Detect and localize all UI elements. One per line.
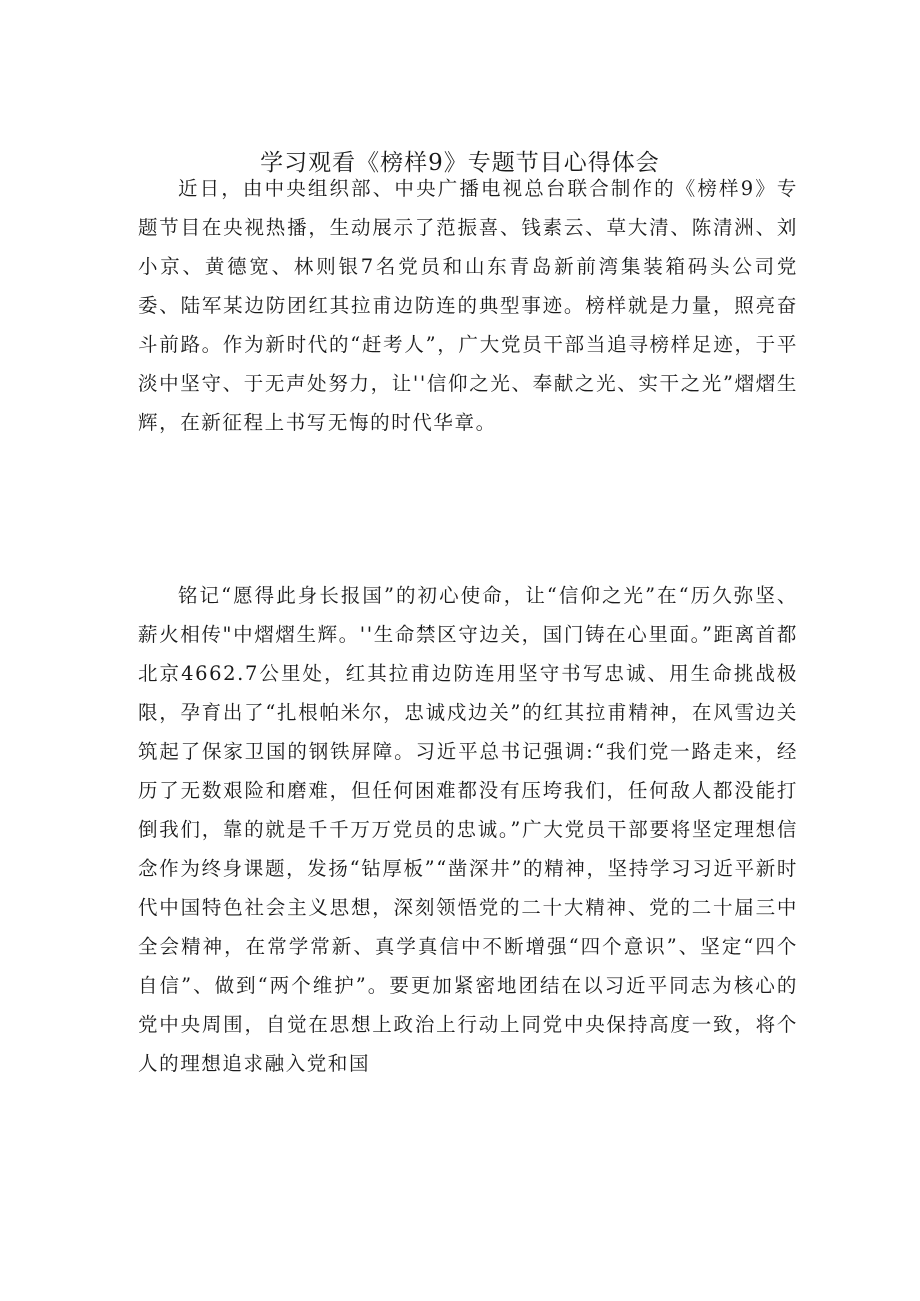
paragraph-intro: 近日，由中央组织部、中央广播电视总台联合制作的《榜样9》专题节目在央视热播，生动展示了范振喜、钱素云、草大清、陈清洲、刘小京、黄德宽、林则银7名党员和山东青岛新前湾集装箱码头公司党委、陆军某边防团红其拉甫边防连的典型事迹。榜样就是力量，照亮奋斗前路。作为新时代的“赶考人”，广大党员干部当追寻榜样足迹，于平淡中坚守、于无声处努力，让''信仰之光、奉献之光、实干之光”熠熠生辉，在新征程上书写无悔的时代华章。 [138, 177, 798, 434]
document-title: 学习观看《榜样9》专题节目心得体会 [260, 150, 660, 176]
paragraph-faith-light: 铭记“愿得此身长报国”的初心使命，让“信仰之光”在“历久弥坚、薪火相传"中熠熠生辉。''生命禁区守边关，国门铸在心里面。”距离首都北京4662.7公里处，红其拉甫边防连用坚守书写忠诚、用生命挑战极限，孕育出了“扎根帕米尔，忠诚戍边关”的红其拉甫精神，在风雪边关筑起了保家卫国的钢铁屏障。习近平总书记强调:“我们党一路走来，经历了无数艰险和磨难，但任何困难都没有压垮我们，任何敌人都没能打倒我们，靠的就是千千万万党员的忠诚。”广大党员干部要将坚定理想信念作为终身课题，发扬“钻厚板”“凿深井”的精神，坚持学习习近平新时代中国特色社会主义思想，深刻领悟党的二十大精神、党的二十届三中全会精神，在常学常新、真学真信中不断增强“四个意识”、坚定“四个自信”、做到“两个维护”。要更加紧密地团结在以习近平同志为核心的党中央周围，自觉在思想上政治上行动上同党中央保持高度一致，将个人的理想追求融入党和国 [138, 584, 798, 1075]
